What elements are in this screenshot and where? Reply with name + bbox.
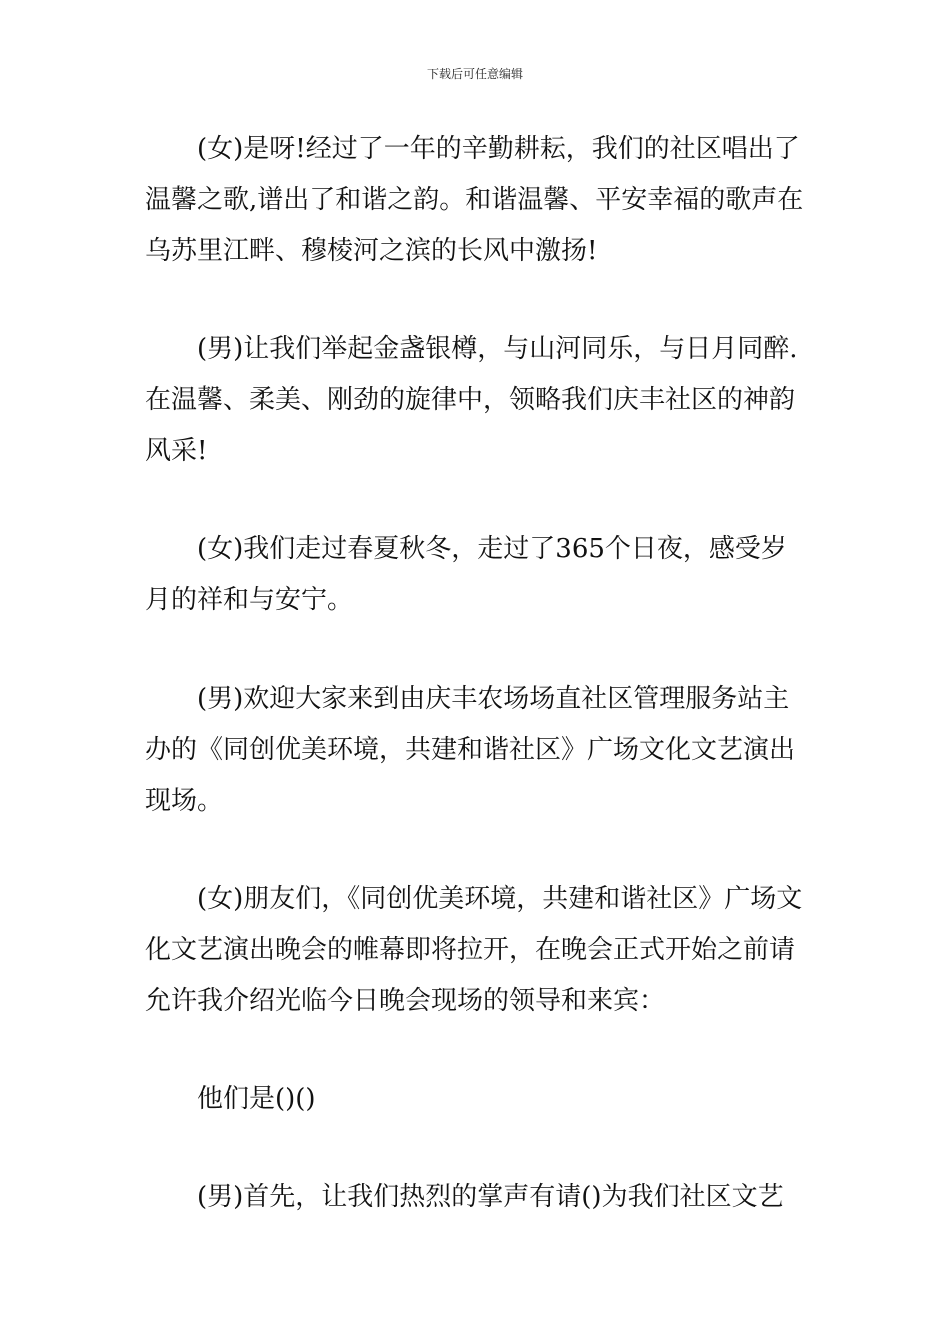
paragraph: (女)我们走过春夏秋冬，走过了365个日夜，感受岁月的祥和与安宁。 bbox=[145, 534, 787, 615]
paragraph: (男)首先，让我们热烈的掌声有请()为我们社区文艺 bbox=[197, 1182, 784, 1212]
paragraph: 他们是()() bbox=[197, 1084, 316, 1114]
paragraph: (女)是呀!经过了一年的辛勤耕耘，我们的社区唱出了温馨之歌,谱出了和谐之韵。和谐温馨、平安幸福的歌声在乌苏里江畔、穆棱河之滨的长风中激扬! bbox=[145, 134, 804, 266]
paragraph: (女)朋友们，《同创优美环境，共建和谐社区》广场文化文艺演出晚会的帷幕即将拉开，在晚会正式开始之前请允许我介绍光临今日晚会现场的领导和来宾： bbox=[145, 884, 803, 1016]
paragraph: (男)让我们举起金盏银樽，与山河同乐，与日月同醉.在温馨、柔美、刚劲的旋律中，领略我们庆丰社区的神韵风采! bbox=[145, 334, 798, 466]
page-header: 下载后可任意编辑 bbox=[426, 67, 523, 81]
paragraph: (男)欢迎大家来到由庆丰农场场直社区管理服务站主办的《同创优美环境，共建和谐社区》广场文化文艺演出现场。 bbox=[145, 684, 796, 816]
